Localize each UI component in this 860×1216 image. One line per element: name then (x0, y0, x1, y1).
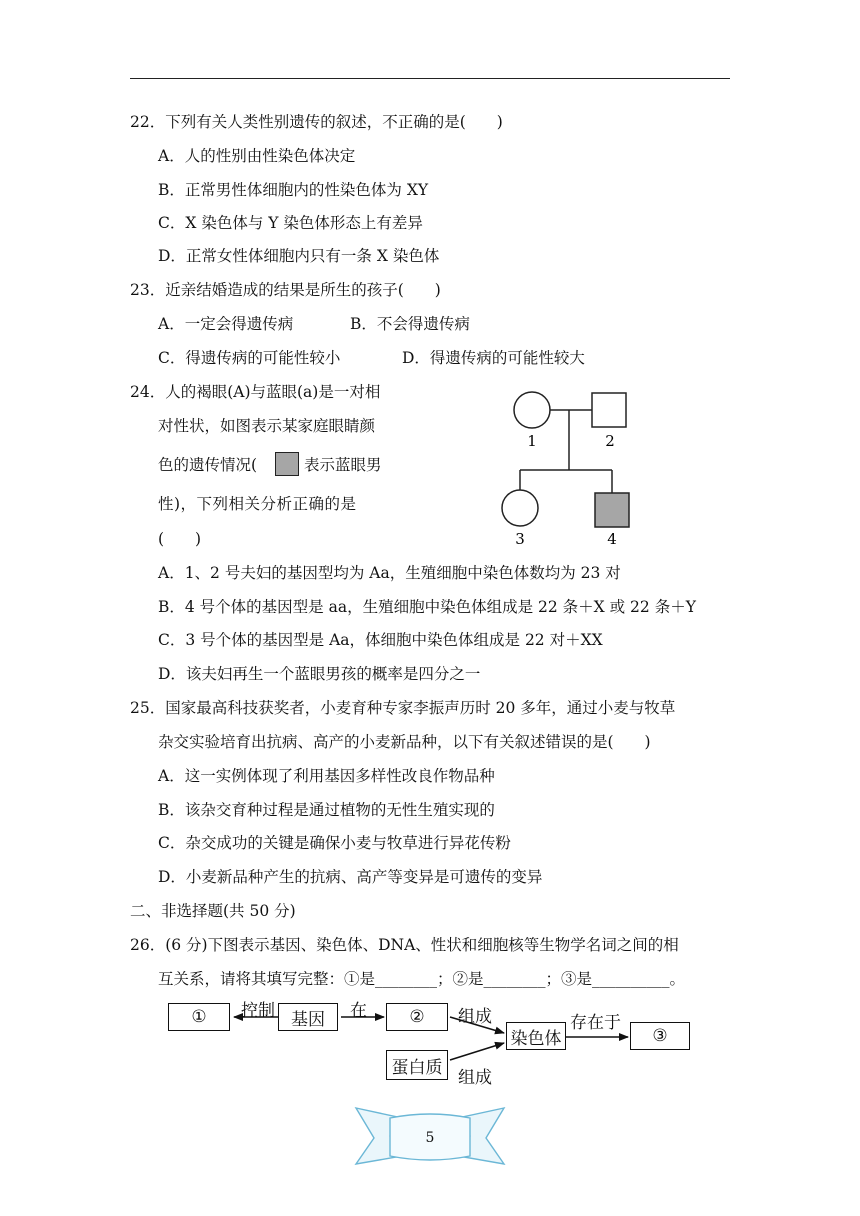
q25-option-d: D．小麦新品种产生的抗病、高产等变异是可遗传的变异 (158, 868, 543, 886)
q23-stem: 23．近亲结婚造成的结果是所生的孩子( ) (130, 281, 441, 299)
q24-option-c: C．3 号个体的基因型是 Aa，体细胞中染色体组成是 22 对＋XX (158, 631, 603, 649)
label-compose-1: 组成 (458, 1007, 492, 1027)
individual-3-female-symbol (502, 490, 538, 526)
q23-option-b: B．不会得遗传病 (350, 315, 470, 333)
individual-1-female-symbol (514, 392, 550, 428)
q25-stem-line1: 25．国家最高科技获奖者，小麦育种专家李振声历时 20 多年，通过小麦与牧草 (130, 699, 676, 717)
q26-stem-line1: 26．(6 分)下图表示基因、染色体、DNA、性状和细胞核等生物学名词之间的相 (130, 936, 679, 954)
section-2-heading: 二、非选择题(共 50 分) (130, 902, 296, 920)
q24-stem-line4: 性)，下列相关分析正确的是 (158, 495, 357, 513)
label-3: 3 (515, 530, 525, 548)
q23-option-a: A．一定会得遗传病 (158, 315, 294, 333)
q23-option-c: C．得遗传病的可能性较小 (158, 349, 341, 367)
q24-stem-line1: 24．人的褐眼(A)与蓝眼(a)是一对相 (130, 383, 381, 401)
label-control: 控制 (241, 1001, 275, 1021)
individual-4-blue-eyed-male-symbol (595, 493, 629, 527)
q25-option-a: A．这一实例体现了利用基因多样性改良作物品种 (158, 767, 495, 785)
q24-option-b: B．4 号个体的基因型是 aa，生殖细胞中染色体组成是 22 条＋X 或 22 条＋Y (158, 598, 696, 616)
q24-stem-line3a: 色的遗传情况( (158, 456, 258, 474)
label-4: 4 (607, 530, 617, 548)
label-compose-2: 组成 (458, 1068, 492, 1088)
q22-option-b: B．正常男性体细胞内的性染色体为 XY (158, 181, 429, 199)
flow-box-gene: 基因 (278, 1003, 338, 1031)
q24-option-d: D．该夫妇再生一个蓝眼男孩的概率是四分之一 (158, 665, 481, 683)
q24-stem-line2: 对性状，如图表示某家庭眼睛颜 (158, 417, 376, 435)
blue-eyed-male-legend-icon (275, 452, 299, 476)
q24-stem-line3b: 表示蓝眼男 (304, 456, 382, 474)
q22-option-c: C．X 染色体与 Y 染色体形态上有差异 (158, 214, 423, 232)
header-rule (130, 78, 730, 79)
label-exists-in: 存在于 (570, 1013, 621, 1033)
q26-stem-line2: 互关系，请将其填写完整：①是________；②是________；③是__________。 (158, 970, 686, 988)
q25-option-c: C．杂交成功的关键是确保小麦与牧草进行异花传粉 (158, 834, 511, 852)
individual-2-male-symbol (592, 393, 626, 427)
label-1: 1 (527, 432, 537, 450)
flow-box-2: ② (386, 1003, 448, 1031)
pedigree-diagram (490, 380, 650, 550)
page-number: 5 (425, 1130, 435, 1146)
arrow-protein-to-chromosome (450, 1043, 504, 1060)
q22-option-d: D．正常女性体细胞内只有一条 X 染色体 (158, 247, 440, 265)
q22-option-a: A．人的性别由性染色体决定 (158, 147, 356, 165)
flow-box-chromosome: 染色体 (506, 1022, 566, 1050)
q24-stem-line5: ( ) (158, 530, 202, 548)
q25-option-b: B．该杂交育种过程是通过植物的无性生殖实现的 (158, 801, 495, 819)
flow-box-3: ③ (630, 1022, 690, 1050)
q25-stem-line2: 杂交实验培育出抗病、高产的小麦新品种，以下有关叙述错误的是( ) (158, 733, 651, 751)
label-2: 2 (605, 432, 615, 450)
q22-stem: 22．下列有关人类性别遗传的叙述，不正确的是( ) (130, 113, 503, 131)
label-in: 在 (350, 1001, 367, 1021)
flow-box-protein: 蛋白质 (386, 1050, 448, 1080)
q24-option-a: A．1、2 号夫妇的基因型均为 Aa，生殖细胞中染色体数均为 23 对 (158, 564, 621, 582)
flow-box-1: ① (168, 1003, 230, 1031)
q23-option-d: D．得遗传病的可能性较大 (402, 349, 585, 367)
